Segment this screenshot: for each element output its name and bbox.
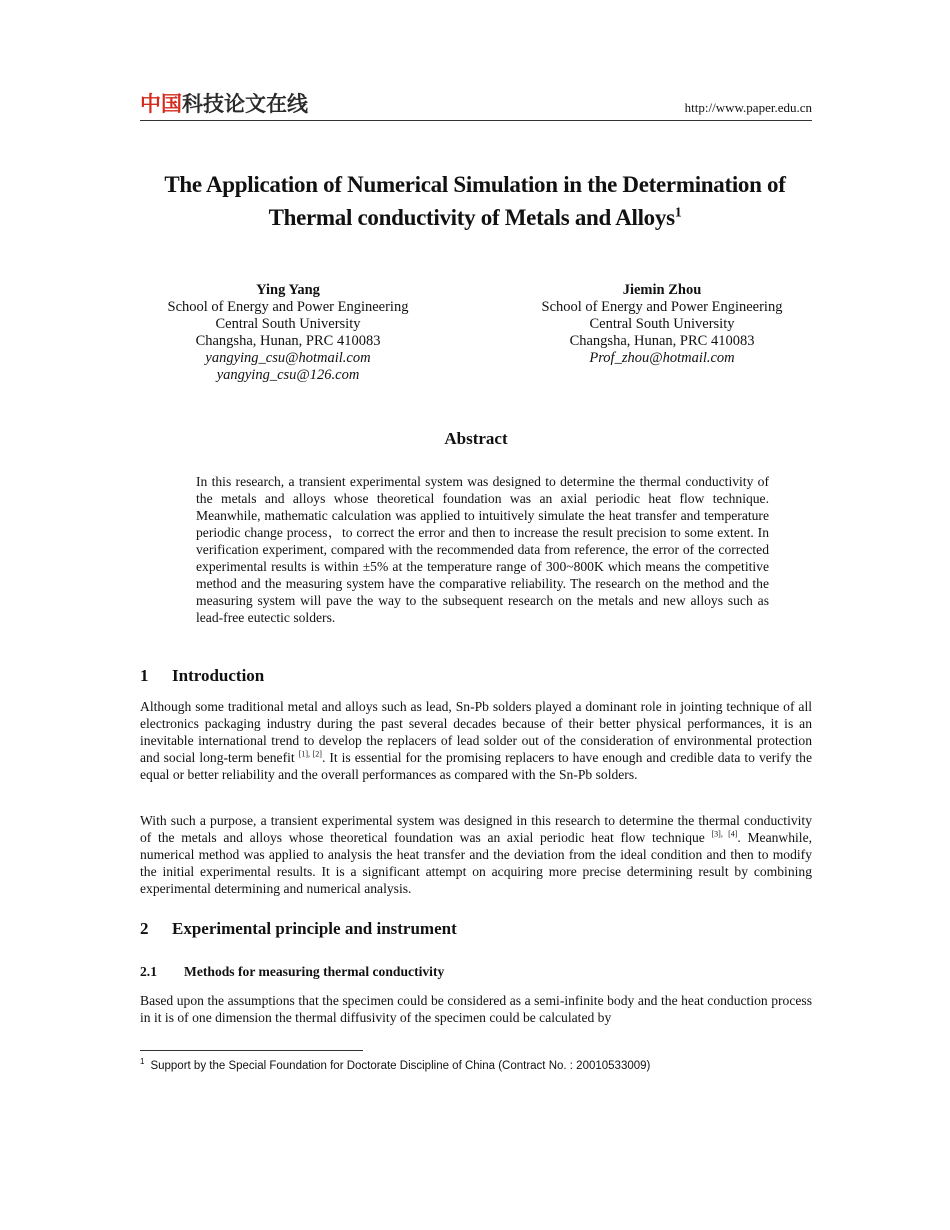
footnote — [140, 1058, 812, 1074]
abstract-body: In this research, a transient experimental system was designed to determine the thermal conductivity of the metals and alloys whose theoretical foundation was an axial periodic heat flow technique. Meanwhile, mathematic calculation was applied to intuitively simulate the heat transfer and temperature periodic change process，to correct the error and then to increase the result precision to some extent. In verification experiment, compared with the recommended data from reference, the error of the corrected experimental results is within ±5% at the temperature range of 300~800K which means the competitive method and the measuring system have the comparative reliability. The research on the method and the measuring system will pave the way to the subsequent research on the metals and new alloys such as lead-free eutectic solders. — [196, 474, 769, 625]
author-block-2 — [512, 282, 812, 367]
paragraph-text: With such a purpose, a transient experimental system was designed in this research to determine the thermal conductivity of the metals and alloys whose theoretical foundation was an axial periodic heat flow technique — [140, 813, 812, 845]
title-line-1: The Application of Numerical Simulation in the Determination of — [164, 172, 786, 197]
title-line-2: Thermal conductivity of Metals and Alloys — [268, 205, 675, 230]
section-number: 1 — [140, 666, 149, 685]
intro-paragraph-2 — [140, 812, 812, 897]
subsection-title: Methods for measuring thermal conductivity — [184, 964, 445, 979]
subsection-heading-methods — [140, 963, 444, 980]
author-email[interactable]: Prof_zhou@hotmail.com — [589, 350, 735, 366]
page-header — [140, 92, 812, 121]
author-block-1 — [140, 282, 436, 384]
paragraph-text: Although some traditional metal and alloys such as lead, Sn-Pb solders played a dominant role in jointing technique of all electronics packaging industry during the past several decades because of their better physical performances, it is an inevitable international trend to develop the replacers of lead solder out of the consideration of environmental protection and social long-term benefit — [140, 699, 812, 765]
author-address: Changsha, Hunan, PRC 410083 — [569, 333, 755, 349]
author-university: Central South University — [215, 316, 361, 332]
author-name: Jiemin Zhou — [622, 282, 702, 298]
author-school: School of Energy and Power Engineering — [541, 299, 783, 315]
methods-paragraph-1: Based upon the assumptions that the specimen could be considered as a semi-infinite body and the heat conduction process in it is of one dimension the thermal diffusivity of the specimen could be calculated by — [140, 993, 812, 1025]
paragraph-text: . It is essential for the promising replacers to have enough and credible data to verify the equal or better reliability and the overall performances as compared with the Sn-Pb solders. — [140, 750, 813, 782]
author-university: Central South University — [589, 316, 735, 332]
section-number: 2 — [140, 919, 149, 938]
section-heading-introduction — [140, 666, 264, 686]
author-email-secondary[interactable]: yangying_csu@126.com — [216, 367, 360, 383]
intro-paragraph-1 — [140, 698, 812, 783]
section-heading-experimental — [140, 919, 457, 939]
footnote-divider — [140, 1050, 363, 1051]
author-name: Ying Yang — [256, 282, 320, 298]
paper-title — [100, 168, 850, 234]
author-email[interactable]: yangying_csu@hotmail.com — [205, 350, 371, 366]
author-school: School of Energy and Power Engineering — [167, 299, 409, 315]
title-footnote-mark: 1 — [674, 205, 682, 221]
journal-logo — [140, 92, 308, 116]
subsection-number: 2.1 — [140, 964, 157, 979]
site-url[interactable]: http://www.paper.edu.cn — [684, 100, 812, 115]
citation-ref[interactable]: [3], [4] — [711, 829, 738, 839]
section-title: Introduction — [172, 666, 265, 685]
logo-part-china: 中国 — [140, 92, 182, 116]
footnote-text: Support by the Special Foundation for Doctorate Discipline of China (Contract No. : 20010533009) — [150, 1060, 651, 1072]
section-title: Experimental principle and instrument — [172, 919, 457, 938]
footnote-mark: 1 — [140, 1057, 145, 1067]
author-address: Changsha, Hunan, PRC 410083 — [195, 333, 381, 349]
paragraph-text: . Meanwhile, numerical method was applied to analysis the heat transfer and the deviation from the ideal condition and then to modify the initial experimental results. It is a significant attempt on acquiring more precise determining result by combining experimental determining and numerical analysis. — [140, 830, 812, 896]
citation-ref[interactable]: [1], [2] — [298, 749, 322, 759]
logo-part-title: 科技论文在线 — [182, 92, 308, 116]
abstract-heading: Abstract — [444, 429, 508, 448]
